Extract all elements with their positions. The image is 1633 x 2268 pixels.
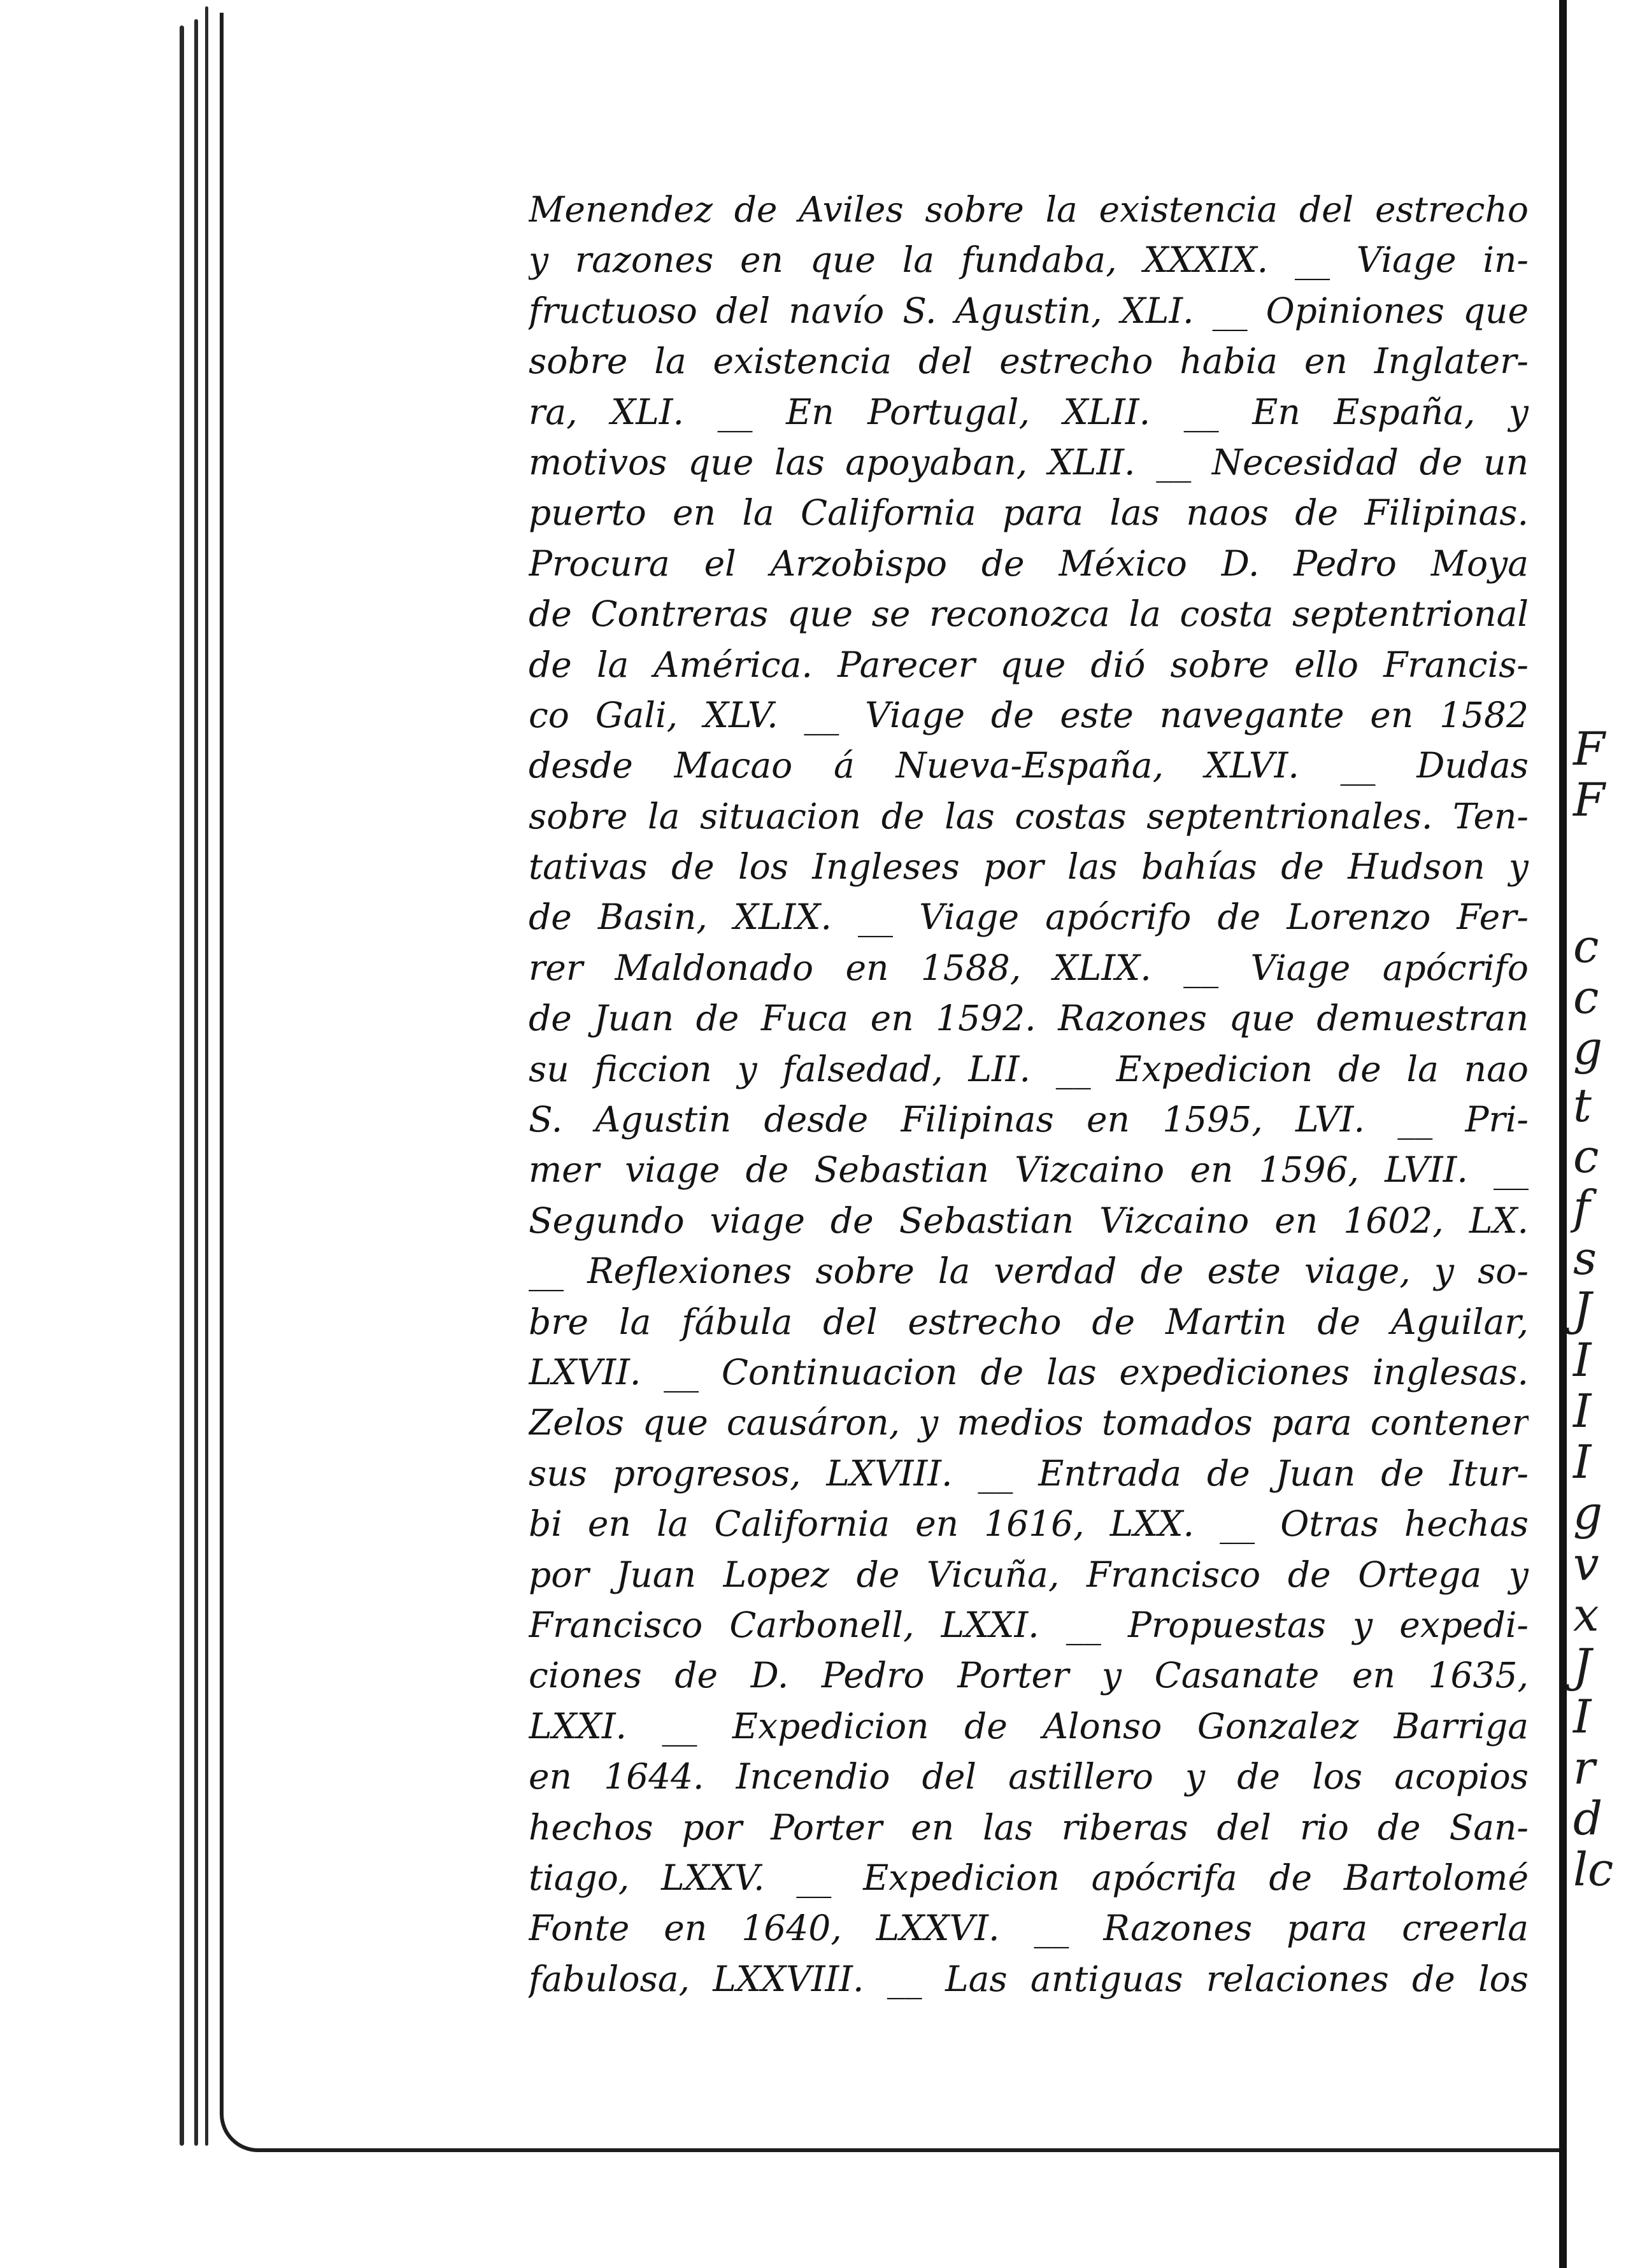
facing-page-fragment: c: [1573, 970, 1599, 1024]
facing-page-fragment: d: [1573, 1792, 1603, 1845]
facing-page-fragment: v: [1573, 1537, 1599, 1591]
text-line: mer viage de Sebastian Vizcaino en 1596, LVII. __: [529, 1149, 1529, 1191]
text-line: ra, XLI. __ En Portugal, XLII. __ En España, y: [529, 391, 1529, 432]
text-line: Menendez de Aviles sobre la existencia del estrecho: [529, 189, 1529, 230]
text-line: bre la fábula del estrecho de Martin de Aguilar,: [529, 1301, 1529, 1342]
facing-page-fragment: I: [1573, 1690, 1592, 1743]
facing-page-fragment: I: [1573, 1435, 1592, 1489]
text-line: de Basin, XLIX. __ Viage apócrifo de Lorenzo Fer-: [529, 897, 1529, 938]
facing-page-fragment: J: [1573, 1639, 1592, 1692]
text-line: sus progresos, LXVIII. __ Entrada de Juan de Itur-: [529, 1452, 1529, 1494]
text-line: tiago, LXXV. __ Expedicion apócrifa de Bartolomé: [529, 1857, 1529, 1898]
text-line: sobre la existencia del estrecho habia en Inglater-: [529, 341, 1529, 382]
text-line: ciones de D. Pedro Porter y Casanate en 1635,: [529, 1655, 1529, 1696]
page-stack-edge: [194, 19, 198, 2146]
facing-page-fragment: r: [1573, 1741, 1595, 1794]
text-line: desde Macao á Nueva-España, XLVI. __ Dudas: [529, 745, 1529, 786]
text-line: __ Reflexiones sobre la verdad de este viage, y so-: [529, 1251, 1529, 1292]
text-line: puerto en la California para las naos de Filipinas.: [529, 492, 1529, 534]
facing-page-fragment: lc: [1573, 1843, 1614, 1896]
facing-page-fragment: c: [1573, 1130, 1599, 1183]
facing-page-fragment: F: [1573, 722, 1605, 776]
text-line: su ficcion y falsedad, LII. __ Expedicion de la nao: [529, 1048, 1529, 1089]
text-line: y razones en que la fundaba, XXXIX. __ Viage in-: [529, 239, 1529, 281]
text-line: co Gali, XLV. __ Viage de este navegante en 1582: [529, 694, 1529, 735]
text-line: S. Agustin desde Filipinas en 1595, LVI. __ Pri-: [529, 1099, 1529, 1140]
page-stack-edge: [205, 6, 208, 2146]
text-line: fructuoso del navío S. Agustin, XLI. __ Opiniones que: [529, 290, 1529, 331]
text-line: de la América. Parecer que dió sobre ello Francis-: [529, 644, 1529, 685]
facing-page-fragment: c: [1573, 919, 1599, 973]
text-line: motivos que las apoyaban, XLII. __ Necesidad de un: [529, 441, 1529, 483]
page-text-block: [529, 185, 1529, 1999]
text-line: de Contreras que se reconozca la costa septentrional: [529, 593, 1529, 635]
facing-page-fragment: I: [1573, 1333, 1592, 1387]
text-line: en 1644. Incendio del astillero y de los acopios: [529, 1756, 1529, 1797]
facing-page-fragment: t: [1573, 1079, 1592, 1132]
facing-page-fragment: f: [1573, 1180, 1590, 1234]
text-line: hechos por Porter en las riberas del rio de San-: [529, 1806, 1529, 1848]
facing-page-fragment: F: [1573, 773, 1605, 826]
facing-page-fragment: J: [1573, 1282, 1592, 1336]
text-line: por Juan Lopez de Vicuña, Francisco de Ortega y: [529, 1554, 1529, 1595]
facing-page-fragment: I: [1573, 1384, 1592, 1438]
text-line: LXXI. __ Expedicion de Alonso Gonzalez Barriga: [529, 1705, 1529, 1747]
text-line: de Juan de Fuca en 1592. Razones que demuestran: [529, 998, 1529, 1039]
facing-page-fragment: x: [1573, 1588, 1599, 1641]
text-line: Procura el Arzobispo de México D. Pedro Moya: [529, 542, 1529, 584]
text-line: Segundo viage de Sebastian Vizcaino en 1602, LX.: [529, 1200, 1529, 1241]
text-line: tativas de los Ingleses por las bahías de Hudson y: [529, 846, 1529, 888]
text-line: fabulosa, LXXVIII. __ Las antiguas relaciones de los: [529, 1958, 1529, 1999]
text-line: rer Maldonado en 1588, XLIX. __ Viage apócrifo: [529, 947, 1529, 988]
facing-page-fragment: s: [1573, 1231, 1597, 1285]
page-stack-edge: [180, 25, 184, 2146]
book-gutter: [1559, 0, 1567, 2268]
facing-page-edge: [1567, 0, 1633, 2268]
text-line: sobre la situacion de las costas septentrionales. Ten-: [529, 795, 1529, 837]
facing-page-fragment: g: [1573, 1486, 1603, 1540]
text-line: Fonte en 1640, LXXVI. __ Razones para creerla: [529, 1908, 1529, 1949]
text-line: bi en la California en 1616, LXX. __ Otras hechas: [529, 1503, 1529, 1545]
text-line: Zelos que causáron, y medios tomados para contener: [529, 1402, 1529, 1443]
facing-page-fragment: g: [1573, 1021, 1603, 1075]
text-line: Francisco Carbonell, LXXI. __ Propuestas y expedi-: [529, 1604, 1529, 1645]
text-line: LXVII. __ Continuacion de las expediciones inglesas.: [529, 1351, 1529, 1393]
